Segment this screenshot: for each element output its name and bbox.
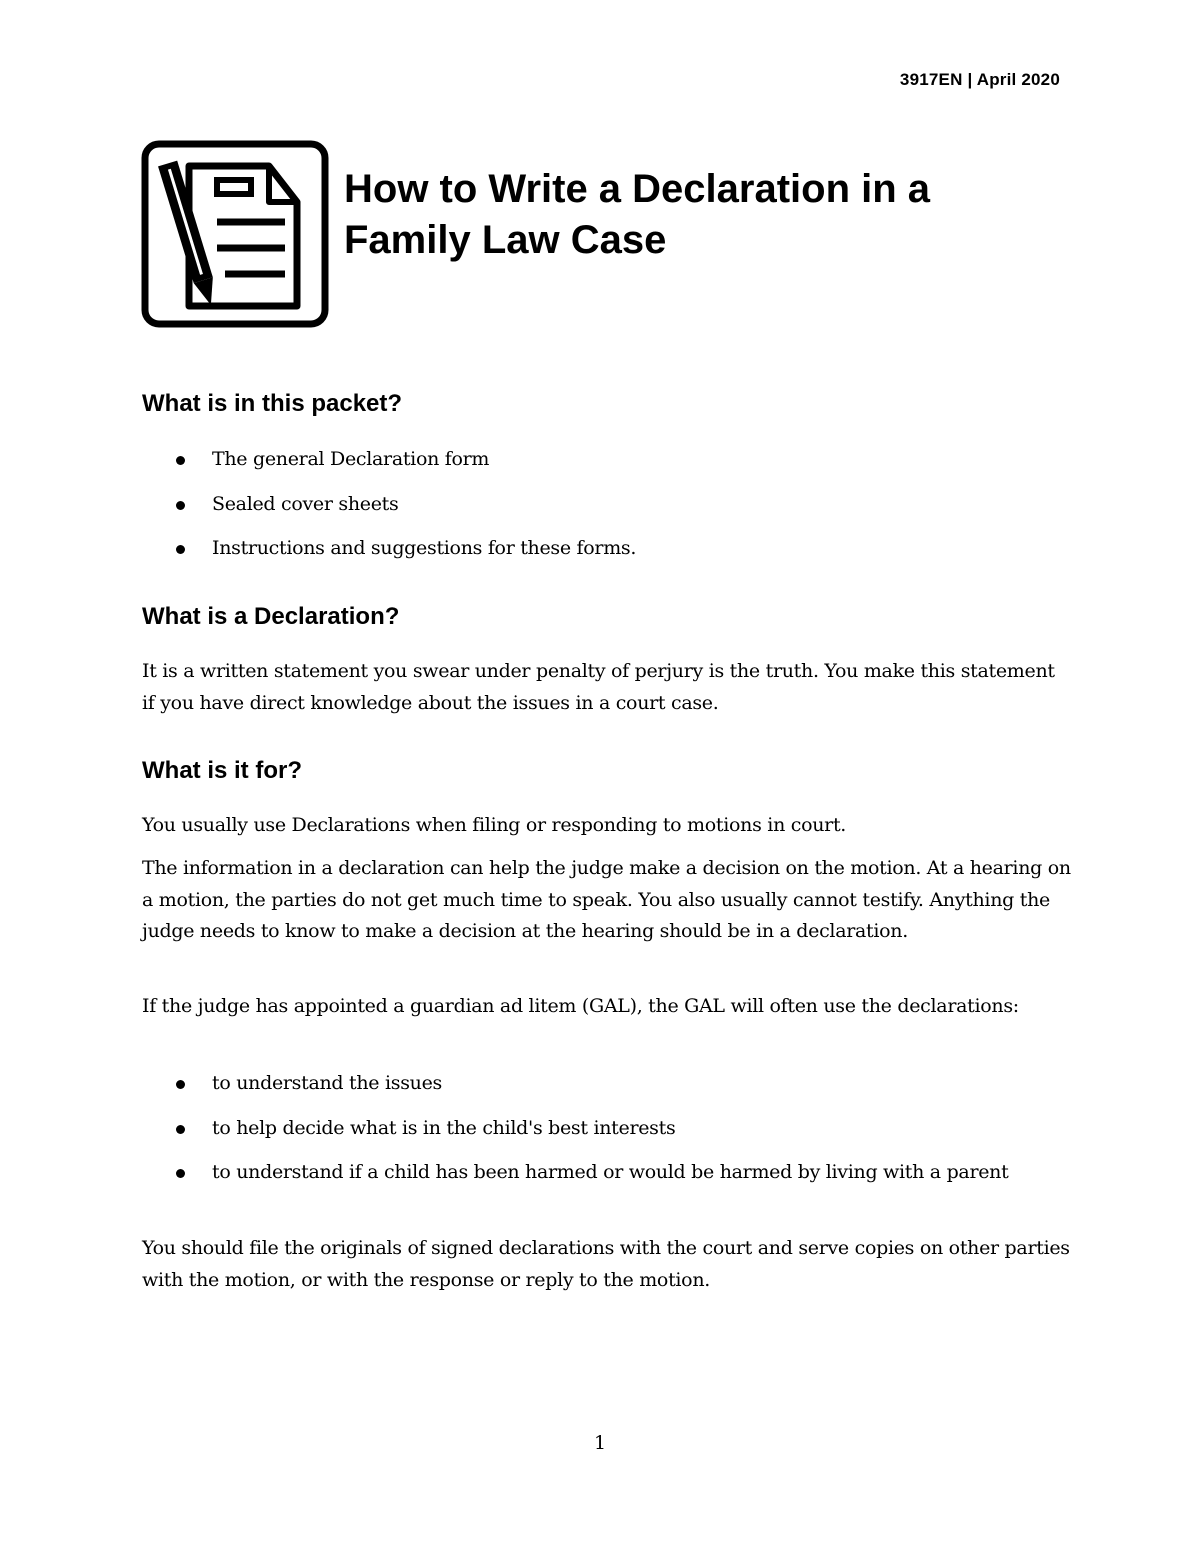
purpose-paragraph-3: If the judge has appointed a guardian ad litem (GAL), the GAL will often use the declarations:: [142, 995, 1019, 1017]
list-item: Instructions and suggestions for these forms.: [142, 533, 1072, 565]
purpose-paragraph-2: The information in a declaration can help the judge make a decision on the motion. At a hearing on a motion, the parties do not get much time to speak. You also usually cannot testify. Anything the judge needs to know to make a decision at the hearing should be in a declaration.: [142, 857, 1071, 942]
gal-uses-list: [142, 1068, 1072, 1202]
purpose-paragraph-1: You usually use Declarations when filing or responding to motions in court.: [142, 814, 847, 836]
list-item: to understand the issues: [142, 1068, 1072, 1100]
packet-contents-list: [142, 444, 1072, 578]
section-heading-purpose: What is it for?: [142, 757, 302, 784]
purpose-paragraph-4: You should file the originals of signed declarations with the court and serve copies on other parties with the motion, or with the response or reply to the motion.: [142, 1237, 1070, 1291]
section-heading-declaration: What is a Declaration?: [142, 603, 400, 630]
list-item: The general Declaration form: [142, 444, 1072, 476]
list-item: Sealed cover sheets: [142, 489, 1072, 521]
list-item: to understand if a child has been harmed or would be harmed by living with a parent: [142, 1157, 1072, 1189]
page-number: 1: [593, 1432, 607, 1454]
document-id-date: 3917EN | April 2020: [899, 70, 1060, 89]
section-heading-packet: What is in this packet?: [142, 390, 403, 417]
declaration-definition-paragraph: It is a written statement you swear under penalty of perjury is the truth. You make this statement if you have direct knowledge about the issues in a court case.: [142, 660, 1055, 714]
title-line-2: Family Law Case: [344, 218, 667, 262]
title-line-1: How to Write a Declaration in a: [344, 167, 931, 211]
page-title: [344, 164, 1064, 266]
list-item: to help decide what is in the child's best interests: [142, 1113, 1072, 1145]
document-with-pen-icon: [141, 140, 329, 328]
